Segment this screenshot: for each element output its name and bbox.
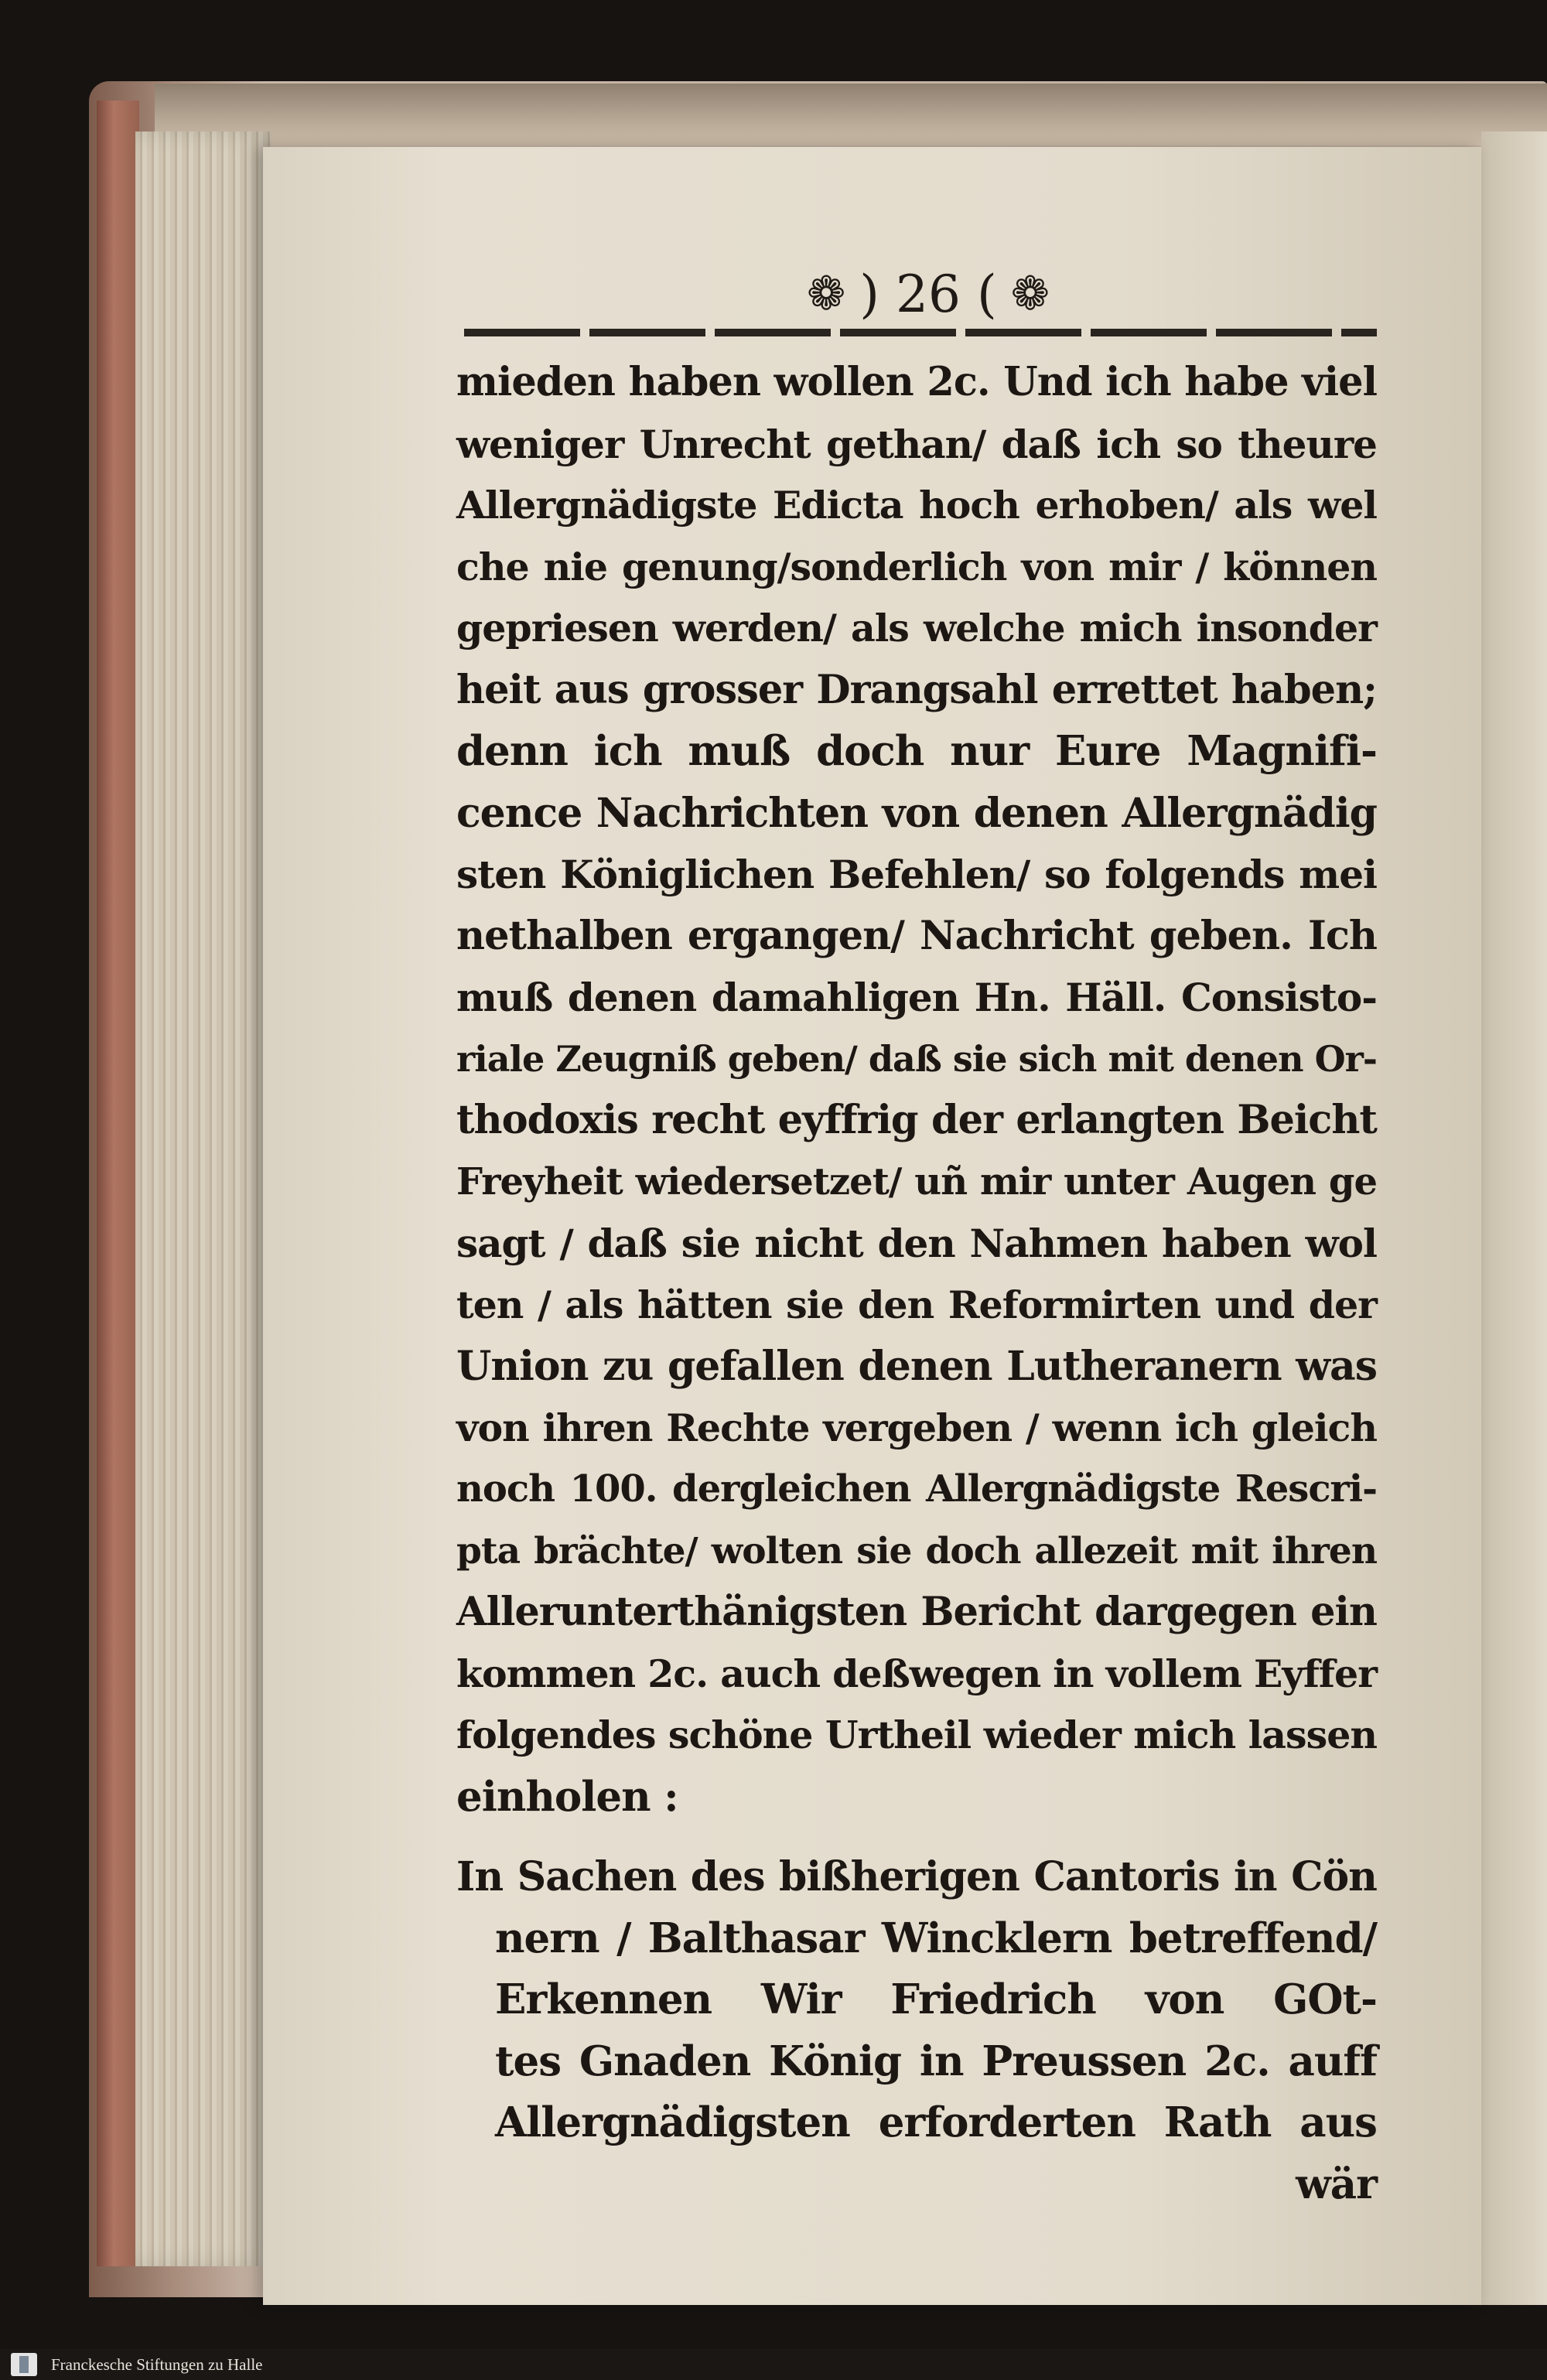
book-spine-edge xyxy=(97,101,139,2266)
text-line xyxy=(456,660,1377,722)
text-line xyxy=(456,1152,1377,1214)
text-line xyxy=(456,598,1377,660)
text-line xyxy=(456,1459,1377,1521)
line-text: Union zu gefallen denen Lutheranern was xyxy=(456,1343,1377,1390)
text-line xyxy=(456,1398,1377,1460)
line-text: sten Königlichen Befehlen/ so folgends mei xyxy=(456,852,1377,897)
line-text: heit aus grosser Drangsahl errettet haben; xyxy=(456,666,1377,713)
text-line xyxy=(456,1029,1377,1091)
line-text: folgendes schöne Urtheil wieder mich lassen xyxy=(456,1712,1377,1757)
text-line xyxy=(456,1213,1377,1275)
text-line xyxy=(456,537,1377,599)
line-text: gepriesen werden/ als welche mich insonder xyxy=(456,606,1377,650)
text-line xyxy=(456,844,1377,906)
line-text: einholen : xyxy=(456,1772,678,1821)
footer-credit: Franckesche Stiftungen zu Halle xyxy=(51,2354,263,2374)
line-text: Erkennen Wir Friedrich von GOt- xyxy=(495,1975,1377,2023)
decree-paragraph xyxy=(456,1846,1377,2154)
book-top-edge xyxy=(155,84,1547,145)
paragraph xyxy=(456,352,1377,1828)
text-line xyxy=(456,1846,1377,1908)
text-line xyxy=(456,1521,1377,1583)
text-line xyxy=(456,1336,1377,1398)
footer-bar xyxy=(0,2349,1547,2380)
line-text: muß denen damahligen Hn. Häll. Consisto- xyxy=(456,975,1377,1020)
line-text: ten / als hätten sie den Reformirten und der xyxy=(456,1282,1377,1327)
text-line xyxy=(456,906,1377,968)
line-text: Allergnädigsten erforderten Rath aus xyxy=(495,2098,1377,2146)
catchword: wär xyxy=(1296,2160,1377,2208)
line-text: nethalben ergangen/ Nachricht geben. Ich xyxy=(456,912,1377,959)
text-line xyxy=(456,475,1377,537)
line-text: che nie genung/sonderlich von mir / können xyxy=(456,544,1377,589)
line-text: kommen 2c. auch deßwegen in vollem Eyffer xyxy=(456,1651,1378,1696)
text-line xyxy=(456,1705,1377,1767)
line-text: noch 100. dergleichen Allergnädigste Rescri- xyxy=(456,1467,1377,1511)
line-text: mieden haben wollen 2c. Und ich habe viel xyxy=(456,359,1377,405)
line-text: In Sachen des bißherigen Cantoris in Cön xyxy=(456,1853,1377,1900)
text-line xyxy=(456,1644,1377,1706)
text-line xyxy=(456,967,1377,1029)
line-text: nern / Balthasar Wincklern betreffend/ xyxy=(495,1914,1377,1962)
line-text: thodoxis recht eyffrig der erlangten Beicht xyxy=(456,1097,1377,1143)
line-text: von ihren Rechte vergeben / wenn ich gleich xyxy=(456,1405,1377,1450)
ornament-left-icon: ❁ xyxy=(806,267,846,321)
text-line xyxy=(456,352,1377,414)
catchword-line xyxy=(456,2154,1377,2216)
text-line xyxy=(456,1582,1377,1644)
text-line xyxy=(456,783,1377,845)
text-line xyxy=(456,1090,1377,1152)
line-text: denn ich muß doch nur Eure Magnifi- xyxy=(456,727,1377,775)
page-stack xyxy=(135,131,271,2266)
institution-logo-icon xyxy=(11,2353,37,2376)
page-number: ) 26 ( xyxy=(859,264,997,324)
text-line xyxy=(456,1767,1377,1829)
text-line xyxy=(456,721,1377,783)
line-text: tes Gnaden König in Preussen 2c. auff xyxy=(495,2037,1377,2085)
facing-page-edge xyxy=(1481,131,1547,2305)
text-line xyxy=(456,1969,1377,2031)
line-text: Allergnädigste Edicta hoch erhoben/ als wel xyxy=(456,483,1377,528)
line-text: pta brächte/ wolten sie doch allezeit mit ihren xyxy=(456,1529,1377,1572)
ornament-right-icon: ❁ xyxy=(1010,267,1050,321)
text-line xyxy=(456,2092,1377,2154)
line-text: Allerunterthänigsten Bericht dargegen ein xyxy=(456,1589,1377,1635)
body-text xyxy=(456,352,1377,2215)
line-text: Freyheit wiedersetzet/ uñ mir unter Augen ge xyxy=(456,1159,1377,1204)
line-text: weniger Unrecht gethan/ daß ich so theure xyxy=(456,421,1377,467)
line-text: cence Nachrichten von denen Allergnädig xyxy=(456,789,1377,837)
text-line xyxy=(456,1275,1377,1337)
text-line xyxy=(456,414,1377,476)
page-header xyxy=(766,259,1091,329)
text-line xyxy=(456,2031,1377,2093)
header-rule xyxy=(464,329,1377,336)
text-line xyxy=(456,1908,1377,1970)
line-text: riale Zeugniß geben/ daß sie sich mit denen Or- xyxy=(456,1037,1377,1080)
line-text: sagt / daß sie nicht den Nahmen haben wol xyxy=(456,1221,1377,1266)
